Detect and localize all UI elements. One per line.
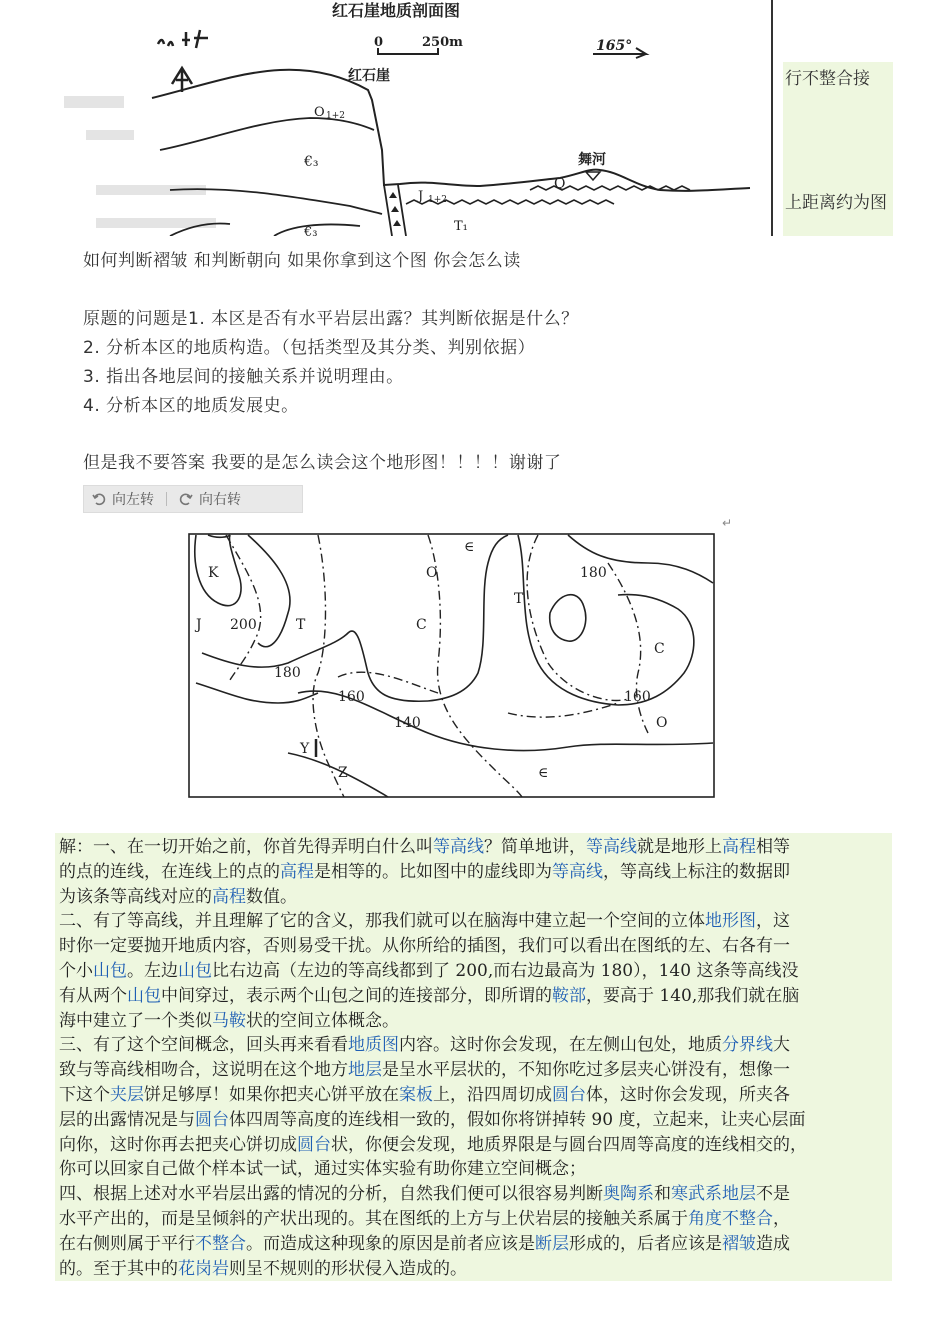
layer-e3-label: €₃ — [304, 154, 319, 170]
answer-text-segment: 数值。 — [246, 886, 297, 907]
side-note-panel — [783, 62, 893, 236]
term-link[interactable]: 不整合 — [195, 1233, 246, 1254]
answer-text-segment: 三、有了这个空间概念，回头再来看看 — [59, 1035, 348, 1056]
rotate-right-label: 向右转 — [199, 492, 241, 508]
side-note-line-1: 行不整合接 — [785, 69, 870, 89]
rotate-right-icon — [179, 492, 193, 506]
layer-o-label: O — [314, 105, 325, 120]
answer-text-segment: 大 — [773, 1035, 790, 1056]
answer-text-segment: 有从两个 — [59, 985, 127, 1006]
map-label-o-right: O — [656, 715, 668, 731]
answer-text-segment: ，等高线上标注的数据即 — [603, 861, 790, 882]
contour-value-180-left: 180 — [274, 665, 301, 681]
term-link[interactable]: 高程 — [212, 886, 246, 907]
answer-text-segment: 。而造成这种现象的原因是前者应该是 — [246, 1233, 535, 1254]
answer-line — [59, 984, 799, 1009]
answer-text-segment: 状，你便会发现，地质界限是与圆台四周等高度的连线相交的， — [331, 1134, 807, 1155]
answer-text-segment: ，这 — [756, 911, 790, 932]
answer-text-segment: 是相等的。比如图中的虚线即为 — [314, 861, 552, 882]
rotate-left-button[interactable] — [84, 489, 162, 509]
rotate-left-icon — [92, 492, 106, 506]
answer-text-segment: ，要高于 140,那我们就在脑 — [586, 985, 800, 1006]
question-line-3: 2. 分析本区的地质构造。（包括类型及其分类、判别依据） — [83, 338, 536, 358]
cliff-label: 红石崖 — [348, 68, 390, 84]
contour-value-200: 200 — [230, 617, 257, 633]
answer-line — [59, 835, 790, 860]
map-label-z: Z — [338, 765, 348, 781]
answer-text-segment: 解：一、在一切开始之前，你首先得弄明白什么叫 — [59, 837, 433, 857]
answer-text-segment: 下这个 — [59, 1085, 110, 1105]
answer-line — [59, 1033, 790, 1058]
answer-line — [59, 909, 790, 934]
answer-text-segment: 上，沿四周切成 — [433, 1085, 552, 1105]
topographic-surface — [152, 70, 750, 191]
answer-text-segment: 的点的连线，在连线上的点的 — [59, 861, 280, 882]
cross-section-drawing — [60, 0, 775, 236]
term-link[interactable]: 角度不整合 — [688, 1209, 773, 1229]
answer-line — [59, 885, 297, 910]
contour-value-160-right: 160 — [624, 689, 651, 705]
answer-line — [59, 1182, 790, 1207]
layer-e3b-label: €₃ — [304, 225, 318, 236]
map-label-t-left: T — [296, 617, 306, 633]
term-link[interactable]: 案板 — [399, 1085, 433, 1105]
rotate-right-button[interactable] — [171, 489, 249, 509]
term-link[interactable]: 等高线 — [586, 837, 637, 857]
term-link[interactable]: 花岗岩 — [178, 1258, 229, 1279]
question-line-4: 3. 指出各地层间的接触关系并说明理由。 — [83, 367, 404, 387]
answer-text-segment: 。左边 — [127, 961, 178, 981]
answer-text-segment: 为该条等高线对应的 — [59, 886, 212, 907]
term-link[interactable]: 地形图 — [705, 911, 756, 932]
answer-text-segment: ？简单地讲， — [484, 837, 586, 857]
answer-line — [59, 959, 798, 984]
answer-block — [55, 833, 892, 1281]
scale-zero: 0 — [374, 35, 384, 50]
map-label-c-center: C — [416, 617, 427, 633]
contour-value-180-right: 180 — [580, 565, 607, 581]
answer-text-segment: 个小 — [59, 961, 93, 981]
toolbar-divider — [166, 492, 167, 506]
term-link[interactable]: 高程 — [280, 861, 314, 882]
contour-value-160-left: 160 — [338, 689, 365, 705]
answer-text-segment: 海中建立了一个类似 — [59, 1010, 212, 1031]
term-link[interactable]: 圆台 — [195, 1109, 229, 1130]
layer-q-label: Q — [554, 176, 566, 192]
answer-text-segment: 状的空间立体概念。 — [246, 1010, 399, 1031]
answer-line — [59, 1232, 790, 1257]
answer-line — [59, 1257, 467, 1282]
answer-text-segment: 是呈水平层状的，不知你吃过多层夹心饼没有，想像一 — [382, 1060, 790, 1081]
term-link[interactable]: 寒武系地层 — [671, 1184, 756, 1205]
term-link[interactable]: 马鞍 — [212, 1010, 246, 1031]
term-link[interactable]: 分界线 — [722, 1035, 773, 1056]
answer-text-segment: 体四周等高度的连线相一致的，假如你将饼掉转 90 度，立起来，让夹心层面 — [229, 1109, 806, 1130]
map-frame — [189, 534, 714, 797]
layer-j-subscript: 1+2 — [428, 195, 447, 205]
answer-line — [59, 1083, 790, 1108]
term-link[interactable]: 地层 — [348, 1060, 382, 1081]
map-label-e-bottom: ∈ — [538, 765, 549, 781]
answer-line — [59, 1133, 807, 1158]
question-line-5: 4. 分析本区的地质发展史。 — [83, 396, 299, 416]
answer-line — [59, 1207, 790, 1232]
answer-line — [59, 860, 790, 885]
answer-line — [59, 1009, 399, 1034]
answer-text-segment: 二、有了等高线，并且理解了它的含义，那我们就可以在脑海中建立起一个空间的立体 — [59, 911, 705, 932]
answer-text-segment: 则呈不规则的形状侵入造成的。 — [229, 1258, 467, 1279]
answer-text-segment: 致与等高线相吻合，这说明在这个地方 — [59, 1060, 348, 1081]
answer-text-segment: 内容。这时你会发现，在左侧山包处，地质 — [399, 1035, 722, 1056]
answer-text-segment: ， — [773, 1209, 790, 1229]
answer-line — [59, 1108, 805, 1133]
map-label-e-top: ∈ — [464, 539, 475, 555]
rotate-left-label: 向左转 — [112, 492, 154, 508]
answer-line — [59, 1157, 586, 1182]
answer-line — [59, 934, 790, 959]
contour-geologic-map — [188, 533, 715, 798]
map-label-t-right: T — [514, 591, 524, 607]
answer-text-segment: 相等 — [756, 837, 790, 857]
map-label-c-right: C — [654, 641, 665, 657]
river-label: 舞河 — [578, 152, 606, 168]
answer-text-segment: 水平产出的，而是呈倾斜的产状出现的。其在图纸的上方与上伏岩层的接触关系属于 — [59, 1209, 688, 1229]
answer-text-segment: 你可以回家自己做个样本试一试，通过实体实验有助你建立空间概念； — [59, 1159, 586, 1180]
answer-line — [59, 1058, 790, 1083]
answer-text-segment: 不是 — [756, 1184, 790, 1205]
answer-text-segment: 向你，这时你再去把夹心饼切成 — [59, 1134, 297, 1155]
layer-o-subscript: 1+2 — [326, 111, 345, 121]
side-note-line-2: 上距离约为图 — [785, 193, 887, 213]
answer-text-segment: 的。至于其中的 — [59, 1258, 178, 1279]
term-link[interactable]: 褶皱 — [722, 1233, 756, 1254]
contour-value-140: 140 — [394, 715, 421, 731]
rotate-toolbar — [83, 485, 303, 513]
layer-t1-label: T₁ — [454, 219, 468, 234]
map-label-j: J — [196, 617, 202, 633]
map-label-y: Y — [300, 741, 310, 757]
term-link[interactable]: 高程 — [722, 837, 756, 857]
term-link[interactable]: 夹层 — [110, 1085, 144, 1105]
contour-map-drawing — [188, 533, 715, 798]
term-link[interactable]: 山包 — [93, 961, 127, 981]
map-label-k: K — [208, 565, 219, 581]
o-layer-boundary — [160, 118, 374, 150]
answer-text-segment: 和 — [654, 1184, 671, 1205]
term-link[interactable]: 地质图 — [348, 1035, 399, 1056]
azimuth-label: 165° — [596, 38, 633, 54]
answer-text-segment: 饼足够厚！如果你把夹心饼平放在 — [144, 1085, 399, 1105]
cross-section-figure — [60, 0, 775, 236]
answer-text-segment: 中间穿过，表示两个山包之间的连接部分，即所谓的 — [161, 985, 552, 1006]
question-line-2: 原题的问题是1. 本区是否有水平岩层出露？其判断依据是什么？ — [83, 309, 579, 329]
answer-text-segment: 就是地形上 — [637, 837, 722, 857]
term-link[interactable]: 圆台 — [297, 1134, 331, 1155]
term-link[interactable]: 等高线 — [552, 861, 603, 882]
term-link[interactable]: 山包 — [127, 985, 161, 1006]
term-link[interactable]: 山包 — [178, 961, 212, 981]
handwriting-scribble — [158, 30, 208, 48]
term-link[interactable]: 圆台 — [552, 1085, 586, 1105]
answer-text-segment: 造成 — [756, 1233, 790, 1254]
answer-text-segment: 形成的，后者应该是 — [569, 1233, 722, 1254]
answer-text-segment: 在右侧则属于平行 — [59, 1233, 195, 1254]
layer-j-label: J — [418, 189, 424, 204]
term-link[interactable]: 鞍部 — [552, 985, 586, 1006]
term-link[interactable]: 奥陶系 — [603, 1184, 654, 1205]
section-title: 红石崖地质剖面图 — [332, 1, 461, 20]
scan-noise — [64, 96, 216, 228]
river-symbol-icon — [586, 172, 600, 180]
term-link[interactable]: 等高线 — [433, 837, 484, 857]
answer-text-segment: 体，这时你会发现，所夹各 — [586, 1085, 790, 1105]
answer-text-segment: 时你一定要抛开地质内容，否则易受干扰。从你所给的插图，我们可以看出在图纸的左、右各有一 — [59, 936, 790, 957]
answer-text-segment: 层的出露情况是与 — [59, 1109, 195, 1130]
scale-label: 250m — [422, 35, 463, 50]
map-label-o-top: O — [426, 565, 438, 581]
question-line-1: 如何判断褶皱 和判断朝向 如果你拿到这个图 你会怎么读 — [83, 251, 521, 271]
term-link[interactable]: 断层 — [535, 1233, 569, 1254]
question-line-6: 但是我不要答案 我要的是怎么读会这个地形图！！！！谢谢了 — [83, 453, 562, 473]
answer-text-segment: 四、根据上述对水平岩层出露的情况的分析，自然我们便可以很容易判断 — [59, 1184, 603, 1205]
answer-text-segment: 比右边高（左边的等高线都到了 200,而右边最高为 180），140 这条等高线没 — [212, 961, 799, 981]
